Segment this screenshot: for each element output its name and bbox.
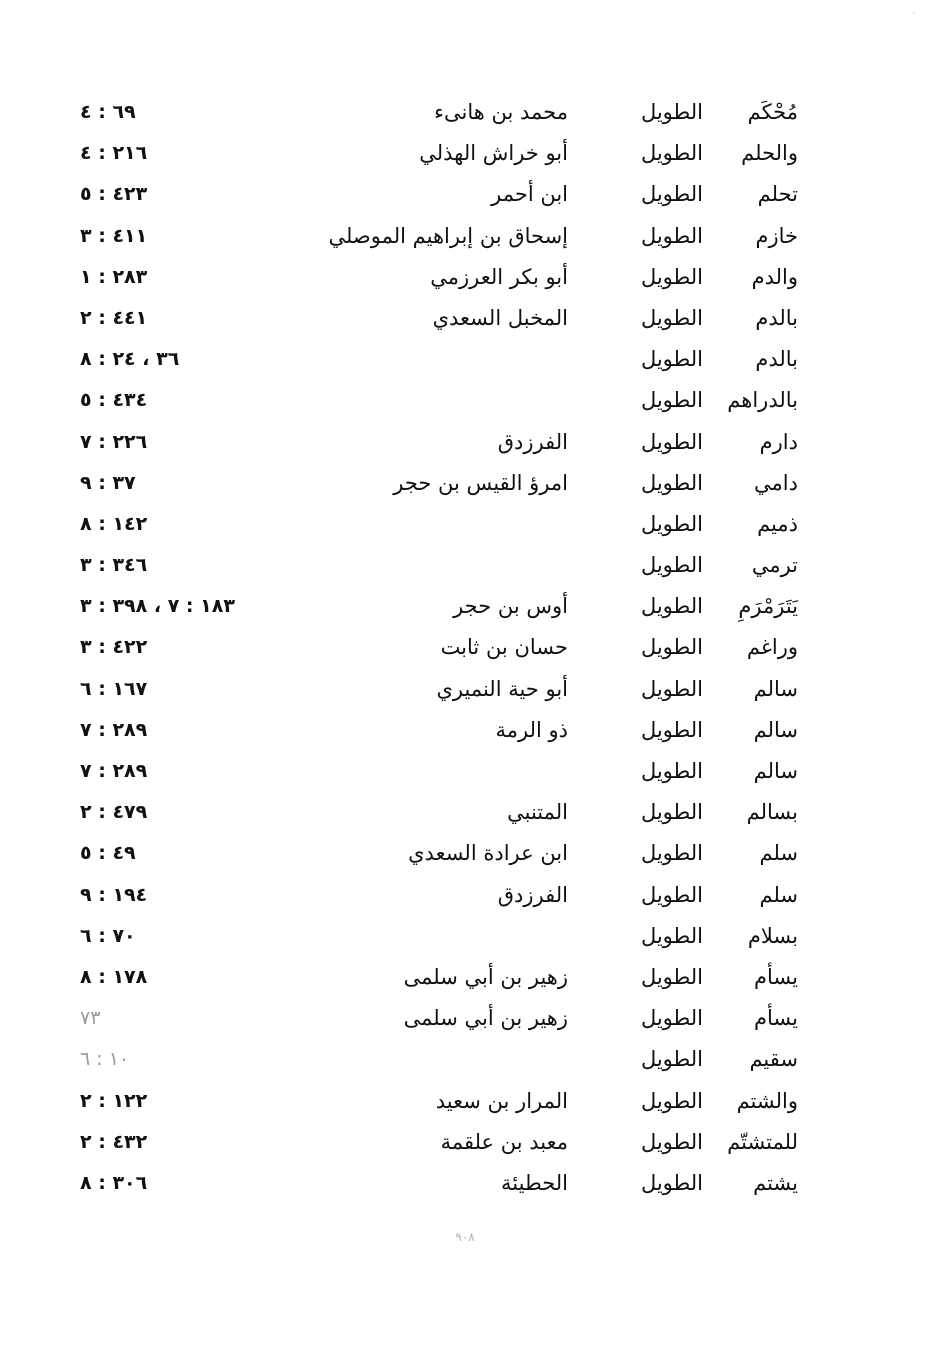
meter-name: الطويل: [640, 470, 703, 495]
index-row: [80, 422, 810, 463]
index-row: [80, 339, 810, 380]
rhyme-word: ذميم: [757, 511, 798, 536]
meter-name: الطويل: [640, 100, 703, 124]
index-row: [80, 133, 810, 174]
meter-name: الطويل: [640, 923, 703, 948]
index-row: [80, 833, 810, 874]
volume-page-reference: ٤٣٢ : ٢: [80, 1130, 148, 1153]
rhyme-word: بالدم: [755, 347, 798, 372]
meter-name: الطويل: [640, 1047, 703, 1072]
rhyme-word: سالم: [753, 759, 798, 783]
rhyme-word: تحلم: [757, 182, 798, 207]
rhyme-word: للمتشتّم: [727, 1129, 798, 1154]
index-row: [80, 792, 810, 833]
index-row: [80, 298, 810, 339]
rhyme-word: بسالم: [746, 800, 798, 825]
meter-name: الطويل: [640, 1170, 703, 1195]
volume-page-reference: ٣٧ : ٩: [80, 471, 136, 494]
rhyme-index-table: [80, 92, 810, 1204]
volume-page-reference: ٢٢٦ : ٧: [80, 430, 148, 453]
volume-page-reference: ٢٨٩ : ٧: [80, 718, 148, 741]
volume-page-reference: ٣٤٦ : ٣: [80, 554, 148, 577]
volume-page-reference: ١٠ : ٦: [80, 1048, 130, 1071]
volume-page-reference: ١٤٢ : ٨: [80, 512, 148, 535]
meter-name: الطويل: [640, 305, 703, 330]
index-row: [80, 1163, 810, 1204]
rhyme-word: وراغم: [746, 635, 798, 660]
rhyme-word: دارم: [759, 429, 798, 454]
index-row: [80, 380, 810, 421]
index-row: [80, 586, 810, 627]
meter-name: الطويل: [640, 800, 703, 825]
index-row: [80, 751, 810, 792]
rhyme-word: والشتم: [736, 1088, 798, 1113]
meter-name: الطويل: [640, 388, 703, 413]
index-row: [80, 875, 810, 916]
index-row: [80, 216, 810, 257]
rhyme-word: والحلم: [741, 141, 798, 166]
volume-page-reference: ١٢٢ : ٢: [80, 1089, 148, 1112]
rhyme-word: سالم: [753, 676, 798, 701]
meter-name: الطويل: [640, 429, 703, 454]
rhyme-word: ترمي: [751, 553, 798, 578]
meter-name: الطويل: [640, 1129, 703, 1154]
poet-name: أبو خراش الهذلي: [419, 141, 568, 166]
index-row: [80, 1122, 810, 1163]
volume-page-reference: ٤٩ : ٥: [80, 842, 136, 865]
rhyme-word: يسأم: [754, 1006, 798, 1031]
volume-page-reference: ٤٤١ : ٢: [80, 306, 148, 329]
volume-page-reference: ٤٧٩ : ٢: [80, 801, 148, 824]
poet-name: المخبل السعدي: [432, 305, 568, 330]
index-row: [80, 957, 810, 998]
rhyme-word: بسلام: [747, 923, 798, 948]
meter-name: الطويل: [640, 717, 703, 742]
volume-page-reference: ٣٦ ، ٢٤ : ٨: [80, 348, 180, 371]
volume-page-reference: ٧٣: [80, 1007, 101, 1030]
index-row: [80, 669, 810, 710]
poet-name: المتنبي: [507, 800, 568, 825]
index-row: [80, 1081, 810, 1122]
meter-name: الطويل: [640, 594, 703, 619]
meter-name: الطويل: [640, 347, 703, 372]
meter-name: الطويل: [640, 511, 703, 536]
meter-name: الطويل: [640, 635, 703, 660]
volume-page-reference: ٤١١ : ٣: [80, 224, 148, 247]
rhyme-word: مُحْكَم: [747, 100, 798, 124]
meter-name: الطويل: [640, 223, 703, 248]
index-row: [80, 998, 810, 1039]
volume-page-reference: ٣٠٦ : ٨: [80, 1171, 148, 1194]
poet-name: زهير بن أبي سلمى: [403, 964, 568, 989]
rhyme-word: سلم: [759, 882, 798, 907]
poet-name: معبد بن علقمة: [440, 1129, 568, 1154]
poet-name: إسحاق بن إبراهيم الموصلي: [328, 223, 568, 248]
meter-name: الطويل: [640, 1088, 703, 1113]
volume-page-reference: ١٨٣ : ٧ ، ٣٩٨ : ٣: [80, 595, 235, 618]
poet-name: ذو الرمة: [495, 717, 568, 742]
meter-name: الطويل: [640, 882, 703, 907]
rhyme-word: سلم: [759, 841, 798, 866]
poet-name: ابن عرادة السعدي: [408, 841, 568, 866]
rhyme-word: سقيم: [749, 1047, 798, 1072]
meter-name: الطويل: [640, 553, 703, 578]
index-row: [80, 710, 810, 751]
rhyme-word: يَتَرَمْرَمِ: [738, 594, 798, 619]
poet-name: ابن أحمر: [491, 182, 568, 207]
rhyme-word: والدم: [751, 264, 798, 289]
poet-name: الفرزدق: [497, 882, 568, 907]
poet-name: المرار بن سعيد: [435, 1088, 568, 1113]
meter-name: الطويل: [640, 141, 703, 166]
volume-page-reference: ١٧٨ : ٨: [80, 965, 148, 988]
poet-name: محمد بن هانىء: [434, 100, 568, 124]
index-row: [80, 627, 810, 668]
rhyme-word: يسأم: [754, 964, 798, 989]
rhyme-word: خازم: [755, 223, 798, 248]
index-row: [80, 504, 810, 545]
meter-name: الطويل: [640, 1006, 703, 1031]
poet-name: أبو حية النميري: [436, 676, 568, 701]
index-row: [80, 174, 810, 215]
page-number: ٩٠٨: [455, 1230, 475, 1244]
volume-page-reference: ٤٢٣ : ٥: [80, 183, 148, 206]
volume-page-reference: ٢٨٩ : ٧: [80, 760, 148, 782]
meter-name: الطويل: [640, 964, 703, 989]
meter-name: الطويل: [640, 182, 703, 207]
meter-name: الطويل: [640, 676, 703, 701]
volume-page-reference: ٧٠ : ٦: [80, 924, 136, 947]
rhyme-word: دامي: [754, 470, 798, 495]
poet-name: امرؤ القيس بن حجر: [393, 470, 568, 495]
index-row: [80, 545, 810, 586]
index-row: [80, 463, 810, 504]
poet-name: زهير بن أبي سلمى: [403, 1006, 568, 1031]
volume-page-reference: ٤٣٤ : ٥: [80, 389, 148, 412]
poet-name: الحطيئة: [501, 1170, 568, 1195]
rhyme-word: بالدراهم: [727, 388, 798, 413]
meter-name: الطويل: [640, 759, 703, 783]
rhyme-word: بالدم: [755, 305, 798, 330]
meter-name: الطويل: [640, 841, 703, 866]
index-row: [80, 92, 810, 133]
index-row: [80, 257, 810, 298]
poet-name: الفرزدق: [497, 429, 568, 454]
index-row: [80, 1039, 810, 1080]
volume-page-reference: ٦٩ : ٤: [80, 101, 136, 123]
corner-mark: -: [912, 8, 916, 19]
volume-page-reference: ١٦٧ : ٦: [80, 677, 148, 700]
volume-page-reference: ٢٨٣ : ١: [80, 265, 148, 288]
poet-name: حسان بن ثابت: [440, 635, 568, 660]
rhyme-word: يشتم: [753, 1170, 798, 1195]
rhyme-word: سالم: [753, 717, 798, 742]
index-row: [80, 916, 810, 957]
volume-page-reference: ٤٢٢ : ٣: [80, 636, 148, 659]
poet-name: أبو بكر العرزمي: [430, 264, 568, 289]
poet-name: أوس بن حجر: [453, 594, 568, 619]
meter-name: الطويل: [640, 264, 703, 289]
volume-page-reference: ١٩٤ : ٩: [80, 883, 148, 906]
volume-page-reference: ٢١٦ : ٤: [80, 142, 148, 165]
